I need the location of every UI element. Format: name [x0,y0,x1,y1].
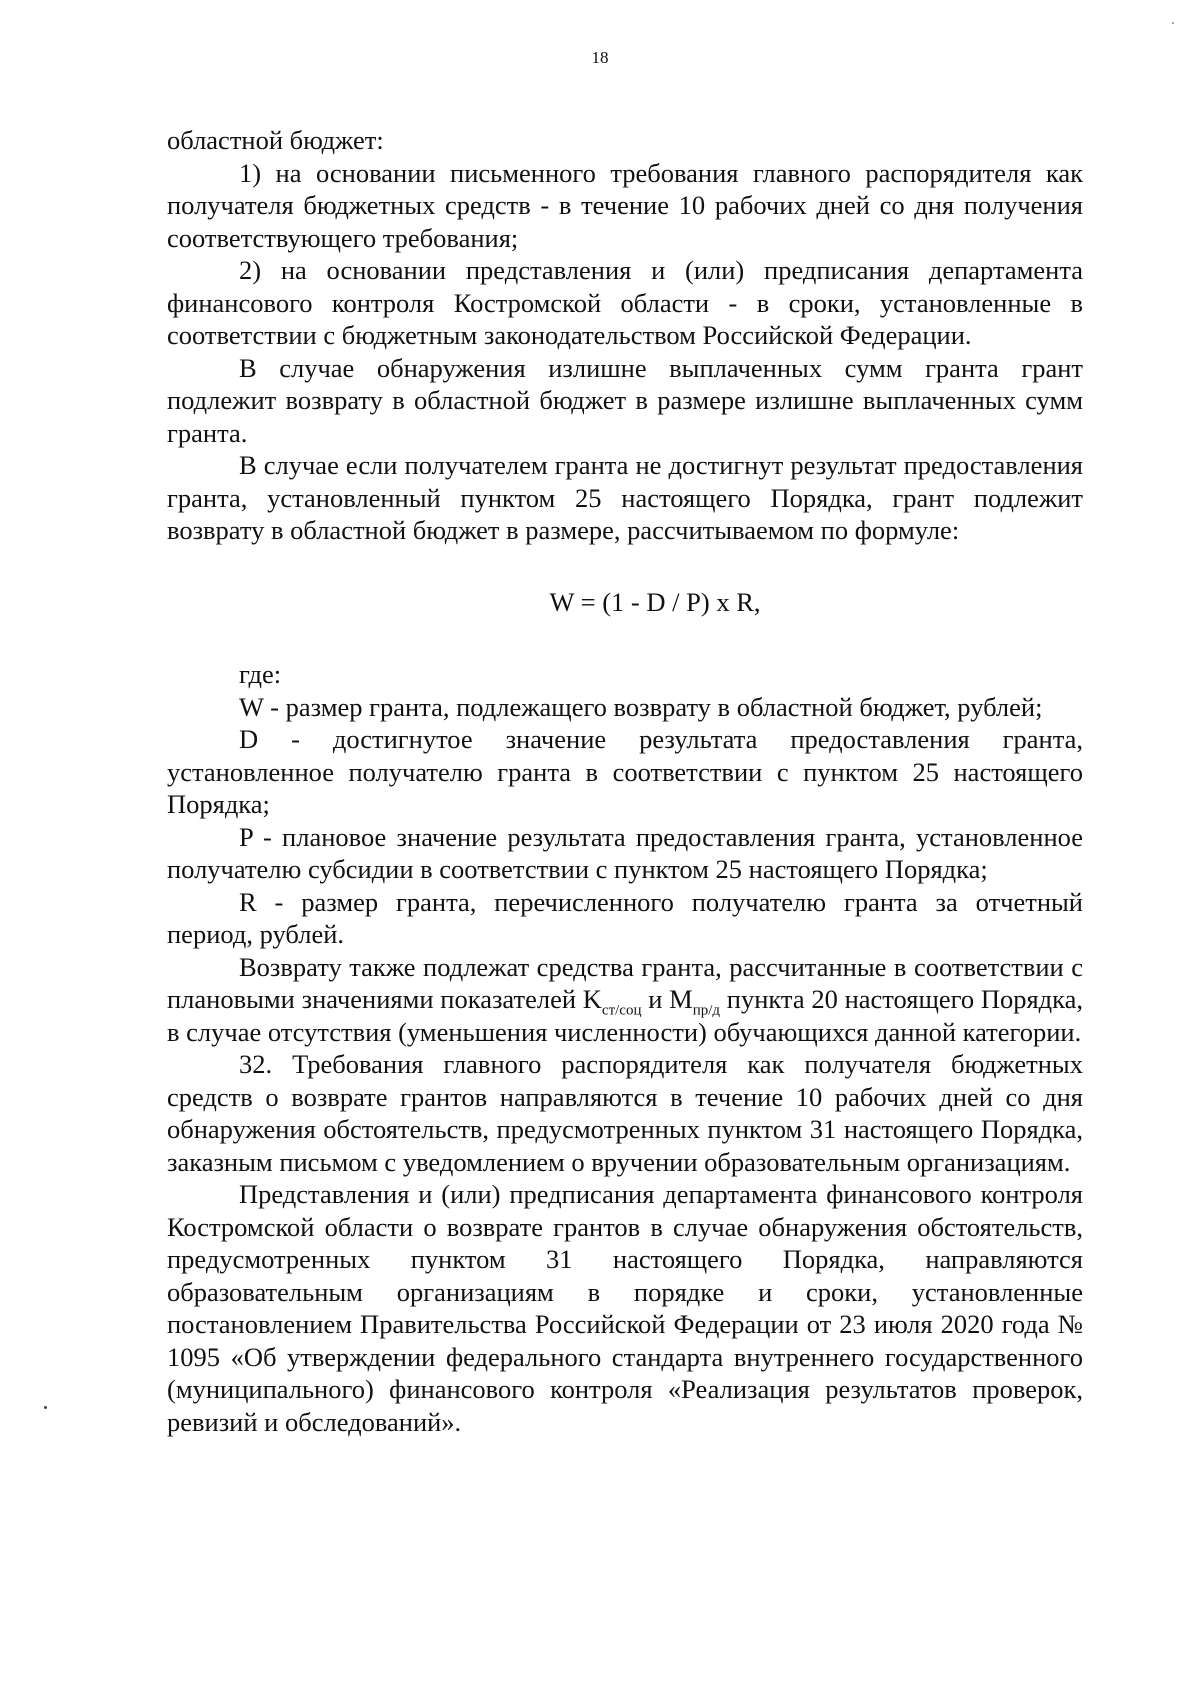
definition-d: D - достигнутое значение результата предоставления гранта, установленное получателю гранта в соответствии с пунктом 25 настоящего Порядка; [167,724,1083,819]
page-number: 18 [591,48,609,67]
document-body [167,124,1083,1438]
return-text-end: пункта 20 настоящего Порядка, в случае отсутствия (уменьшения численности) обучающихся данной категории. [167,984,1083,1047]
subscript-m: пр/д [692,1002,721,1019]
paragraph: В случае если получателем гранта не достигнут результат предоставления гранта, установленный пунктом 25 настоящего Порядка, грант подлежит возврату в областной бюджет в размере, рассчитываемом по формуле: [167,450,1083,545]
return-text-middle: и M [641,984,693,1014]
where-label: где: [239,659,282,689]
paragraph: 1) на основании письменного требования главного распорядителя как получателя бюджетных средств - в течение 10 рабочих дней со дня получения соответствующего требования; [167,157,1083,253]
definition-p: P - плановое значение результата предоставления гранта, установленное получателю субсидии в соответствии с пунктом 25 настоящего Порядка; [167,821,1083,884]
subscript-k: ст/соц [601,1002,642,1019]
definition-w: W - размер гранта, подлежащего возврату в областной бюджет, рублей; [239,691,1043,722]
paragraph: областной бюджет: [167,125,384,155]
scan-speck [44,1406,47,1409]
paragraph-32: 32. Требования главного распорядителя как получателя бюджетных средств о возврате грантов направляются в течение 10 рабочих дней со дня обнаружения обстоятельств, предусмотренных пунктом 31 настоящего Порядка, заказным письмом с уведомлением о вручении образовательным организациям. [167,1049,1083,1177]
return-paragraph [167,951,1083,1049]
return-text-start: Возврату также подлежат средства гранта, рассчитанные в соответствии с плановыми значениями показателей K [167,951,1083,1014]
formula: W = (1 - D / P) x R, [549,586,761,617]
definition-r: R - размер гранта, перечисленного получателю гранта за отчетный период, рублей. [167,886,1083,949]
scan-speck [1172,22,1174,24]
paragraph: 2) на основании представления и (или) предписания департамента финансового контроля Костромской области - в сроки, установленные в соответствии с бюджетным законодательством Российской Федерации. [167,255,1083,350]
paragraph-closing: Представления и (или) предписания департамента финансового контроля Костромской области о возврате грантов в случае обнаружения обстоятельств, предусмотренных пунктом 31 настоящего Порядка, направляются образовательным организациям в порядке и сроки, установленные постановлением Правительства Российской Федерации от 23 июля 2020 года № 1095 «Об утверждении федерального стандарта внутреннего государственного (муниципального) финансового контроля «Реализация результатов проверок, ревизий и обследований». [167,1179,1083,1437]
paragraph: В случае обнаружения излишне выплаченных сумм гранта грант подлежит возврату в областной бюджет в размере излишне выплаченных сумм гранта. [167,352,1083,448]
